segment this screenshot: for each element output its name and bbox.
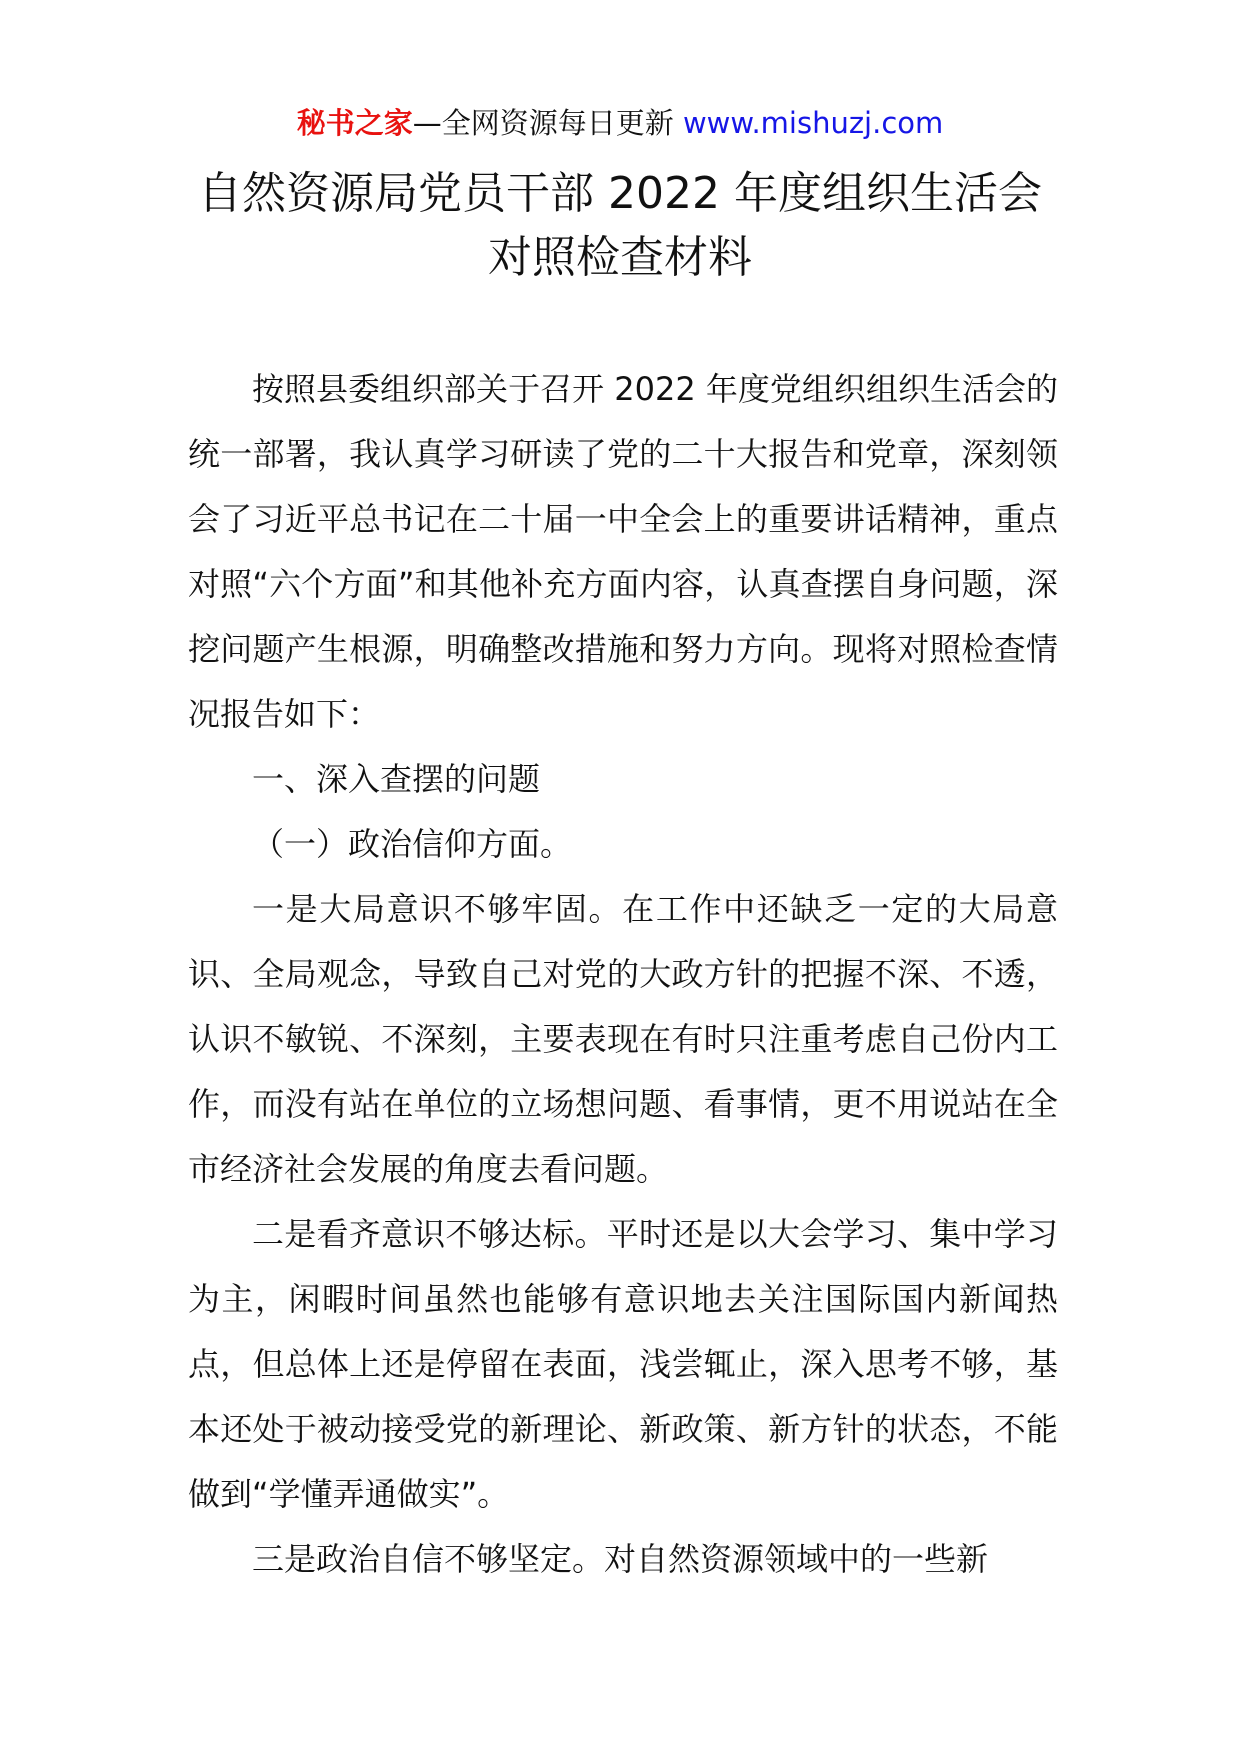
- body-paragraph: 一是大局意识不够牢固。在工作中还缺乏一定的大局意识、全局观念，导致自己对党的大政方针的把握不深、不透，认识不敏锐、不深刻，主要表现在有时只注重考虑自己份内工作，而没有站在单位的立场想问题、看事情，更不用说站在全市经济社会发展的角度去看问题。: [188, 890, 1058, 1188]
- intro-paragraph: 按照县委组织部关于召开 2022 年度党组织组织生活会的统一部署，我认真学习研读了党的二十大报告和党章，深刻领会了习近平总书记在二十届一中全会上的重要讲话精神，重点对照“六个方面”和其他补充方面内容，认真查摆自身问题，深挖问题产生根源，明确整改措施和努力方向。现将对照检查情况报告如下：: [188, 370, 1058, 733]
- header-url-link[interactable]: www.mishuzj.com: [682, 106, 944, 140]
- subsection-heading: （一）政治信仰方面。: [252, 825, 573, 863]
- document-body: [188, 357, 1058, 1592]
- brand-name: 秘书之家: [296, 106, 413, 140]
- title-line-1: 自然资源局党员干部 2022 年度组织生活会: [198, 168, 1042, 219]
- header-tagline: —全网资源每日更新: [412, 106, 683, 140]
- document-title: [100, 162, 1140, 290]
- title-line-2: 对照检查材料: [488, 232, 752, 283]
- section-heading: 一、深入查摆的问题: [252, 760, 541, 798]
- site-header: [0, 100, 1240, 146]
- body-paragraph: 二是看齐意识不够达标。平时还是以大会学习、集中学习为主，闲暇时间虽然也能够有意识地去关注国际国内新闻热点，但总体上还是停留在表面，浅尝辄止，深入思考不够，基本还处于被动接受党的新理论、新政策、新方针的状态，不能做到“学懂弄通做实”。: [188, 1215, 1058, 1513]
- body-paragraph: 三是政治自信不够坚定。对自然资源领域中的一些新: [252, 1540, 989, 1578]
